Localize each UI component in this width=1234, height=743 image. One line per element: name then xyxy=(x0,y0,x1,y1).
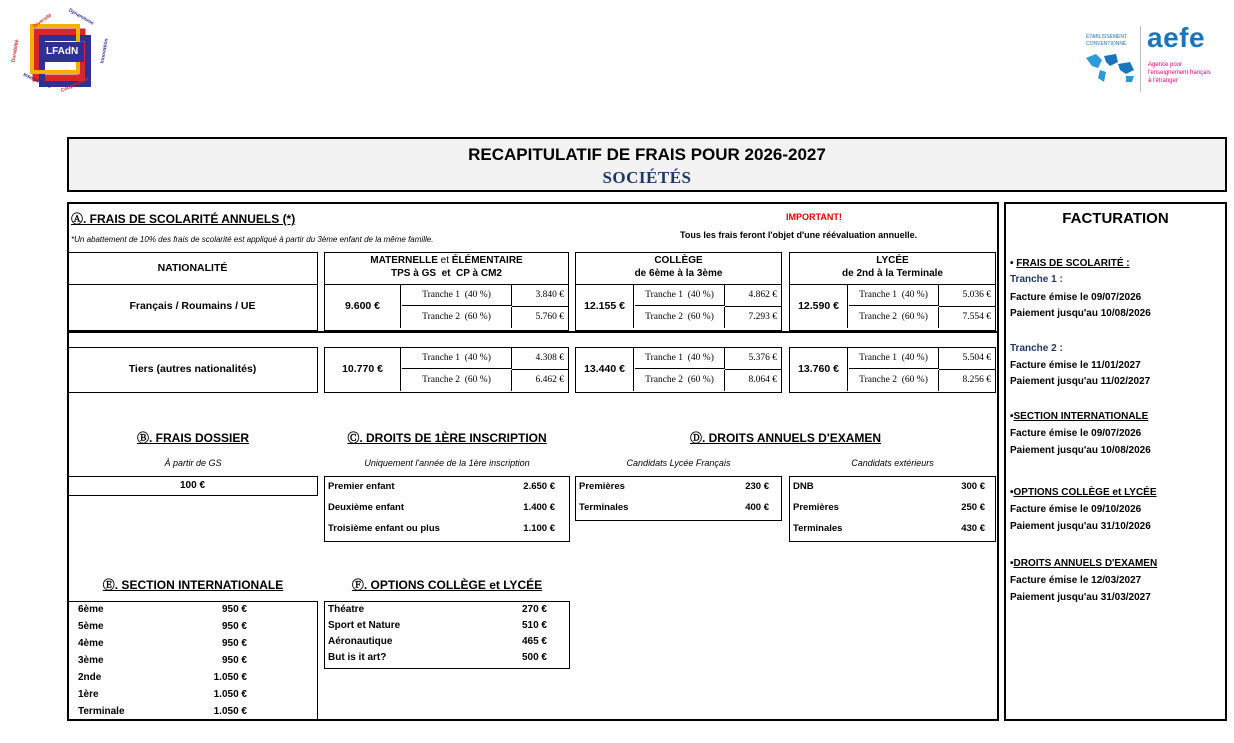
section-f-rows xyxy=(325,602,569,668)
section-e-rows xyxy=(68,602,317,723)
facturation-exam-paiement: Paiement jusqu'au 31/03/2027 xyxy=(1010,592,1151,603)
fee-tranche1-label: Tranche 1 (40 %) xyxy=(402,285,512,306)
facturation-t1-paiement: Paiement jusqu'au 10/08/2026 xyxy=(1010,308,1151,319)
section-e-label: 1ère xyxy=(78,689,99,700)
aefe-tagline-2: l'enseignement français xyxy=(1148,70,1211,76)
aefe-wordmark: aefe xyxy=(1147,22,1206,53)
fee-tranche2-label: Tranche 2 (60 %) xyxy=(849,307,939,328)
section-e-title: Ⓔ. SECTION INTERNATIONALE xyxy=(102,578,284,592)
section-c-subtitle: Uniquement l'année de la 1ère inscription xyxy=(364,458,530,468)
facturation-t1-facture: Facture émise le 09/07/2026 xyxy=(1010,292,1142,303)
page-subtitle: SOCIÉTÉS xyxy=(602,168,692,187)
section-e-row xyxy=(68,621,317,638)
section-e-label: 4ème xyxy=(78,638,104,649)
section-e-label: 3ème xyxy=(78,655,104,666)
fee-total: 10.770 € xyxy=(325,348,401,391)
section-c-title: Ⓒ. DROITS DE 1ÈRE INSCRIPTION xyxy=(347,431,547,445)
facturation-si-facture: Facture émise le 09/07/2026 xyxy=(1010,428,1142,439)
section-e-row xyxy=(68,655,317,672)
section-a-note: *Un abattement de 10% des frais de scolarité est appliqué à partir du 3ème enfant de la même famille. xyxy=(71,235,434,244)
lfadn-word-dynamisme: Dynamisme xyxy=(67,7,95,27)
facturation-opt-facture: Facture émise le 09/10/2026 xyxy=(1010,504,1142,515)
aefe-logo xyxy=(1080,20,1230,100)
aefe-divider xyxy=(1140,26,1141,92)
fee-total: 9.600 € xyxy=(325,285,401,328)
facturation-exam: •DROITS ANNUELS D'EXAMEN xyxy=(1010,558,1158,569)
section-c-value-3: 1.100 € xyxy=(523,523,555,534)
fee-tranche1-value: 3.840 € xyxy=(535,290,564,300)
section-d-ext-label-2: Premières xyxy=(793,502,839,513)
fee-total: 12.155 € xyxy=(576,285,634,328)
section-f-table xyxy=(324,601,570,669)
important-note: Tous les frais feront l'objet d'une réévaluation annuelle. xyxy=(680,230,918,240)
fee-tranche2-label: Tranche 2 (60 %) xyxy=(635,307,725,328)
fee-tranche1-label: Tranche 1 (40 %) xyxy=(635,348,725,369)
section-b-value-cell xyxy=(68,476,318,496)
fee-group-r2-c1 xyxy=(324,347,569,393)
section-a-title: Ⓐ. FRAIS DE SCOLARITÉ ANNUELS (*) xyxy=(71,212,296,226)
lfadn-word-diversite: Diversité xyxy=(32,12,53,30)
facturation-opt-paiement: Paiement jusqu'au 31/10/2026 xyxy=(1010,521,1151,532)
section-e-label: 6ème xyxy=(78,604,104,615)
section-e-row xyxy=(68,604,317,621)
section-e-value: 1.050 € xyxy=(213,672,247,683)
section-e-value: 1.050 € xyxy=(213,689,247,700)
facturation-t1-title: Tranche 1 : xyxy=(1010,274,1063,285)
section-c-table xyxy=(324,476,570,542)
section-d-lycee-table xyxy=(575,476,782,521)
facturation-si: •SECTION INTERNATIONALE xyxy=(1010,411,1149,422)
nationality-header: NATIONALITÉ xyxy=(157,262,228,274)
section-e-label: Terminale xyxy=(78,706,125,717)
section-d-ext-value-1: 300 € xyxy=(961,481,985,492)
section-f-row xyxy=(325,604,569,620)
fee-group-r2-c2 xyxy=(575,347,782,393)
fee-tranche2-value: 7.293 € xyxy=(748,312,777,322)
row-label-tiers: Tiers (autres nationalités) xyxy=(128,363,257,375)
fee-tranche2-label: Tranche 2 (60 %) xyxy=(635,370,725,391)
facturation-scol-title: FRAIS DE SCOLARITÉ : xyxy=(1016,258,1130,269)
aefe-tagline-1: Agence pour xyxy=(1148,62,1183,68)
section-e-row xyxy=(68,638,317,655)
section-b-title: Ⓑ. FRAIS DOSSIER xyxy=(136,431,249,445)
fee-tranche1-value: 5.036 € xyxy=(962,290,991,300)
section-e-value: 950 € xyxy=(221,655,247,666)
level-header-maternelle xyxy=(324,252,569,285)
fee-tranche2-value: 7.554 € xyxy=(962,312,991,322)
row-separator xyxy=(68,331,998,333)
section-c-row-1 xyxy=(325,477,569,498)
section-f-row xyxy=(325,636,569,652)
fee-tranche1-label: Tranche 1 (40 %) xyxy=(849,348,939,369)
facturation-box xyxy=(1004,202,1227,721)
section-f-value: 500 € xyxy=(521,652,547,663)
section-e-value: 1.050 € xyxy=(213,706,247,717)
facturation-t2-paiement: Paiement jusqu'au 11/02/2027 xyxy=(1010,376,1151,387)
level-header-maternelle-line1 xyxy=(325,255,568,266)
facturation-si-paiement: Paiement jusqu'au 10/08/2026 xyxy=(1010,445,1151,456)
facturation-exam-facture: Facture émise le 12/03/2027 xyxy=(1010,575,1142,586)
lfadn-word-innovation: Innovation xyxy=(99,38,110,64)
fee-total: 12.590 € xyxy=(790,285,848,328)
section-d-lycee-subtitle: Candidats Lycée Français xyxy=(626,458,731,468)
world-map-icon xyxy=(1082,50,1138,86)
section-f-row xyxy=(325,620,569,636)
important-label: IMPORTANT! xyxy=(786,212,842,222)
section-e-row xyxy=(68,672,317,689)
section-f-title: Ⓕ. OPTIONS COLLÈGE et LYCÉE xyxy=(351,578,543,592)
section-e-label: 2nde xyxy=(78,672,102,683)
section-f-value: 465 € xyxy=(521,636,547,647)
level-maternelle-range: TPS à GS et CP à CM2 xyxy=(391,268,502,279)
level-college-title: COLLÈGE xyxy=(654,255,703,266)
fee-tranche1-value: 4.862 € xyxy=(748,290,777,300)
section-c-value-1: 2.650 € xyxy=(523,481,555,492)
section-f-row xyxy=(325,652,569,668)
level-maternelle-c: ÉLÉMENTAIRE xyxy=(451,255,523,266)
section-d-ext-label-1: DNB xyxy=(793,481,814,492)
facturation-title: FACTURATION xyxy=(1062,210,1169,227)
section-f-label: Théatre xyxy=(328,604,365,615)
fee-tranche1-label: Tranche 1 (40 %) xyxy=(402,348,512,369)
section-e-value: 950 € xyxy=(221,604,247,615)
section-d-lycee-row-2 xyxy=(576,498,781,519)
level-header-lycee xyxy=(789,252,996,285)
fee-tranche1-label: Tranche 1 (40 %) xyxy=(849,285,939,306)
lfadn-word-cooperation: Coopération xyxy=(60,76,90,94)
fee-tranche2-label: Tranche 2 (60 %) xyxy=(402,370,512,391)
section-f-value: 510 € xyxy=(521,620,547,631)
fee-group-r1-c3 xyxy=(789,285,996,331)
fee-total: 13.440 € xyxy=(576,348,634,391)
section-d-lycee-label-2: Terminales xyxy=(579,502,629,513)
section-c-label-1: Premier enfant xyxy=(328,481,395,492)
lfadn-logo-text: LFAdN xyxy=(46,46,79,57)
section-e-row xyxy=(68,706,317,723)
section-f-label: Sport et Nature xyxy=(328,620,401,631)
fee-tranche2-value: 6.462 € xyxy=(535,375,564,385)
facturation-opt-title: OPTIONS COLLÈGE et LYCÉE xyxy=(1013,487,1157,498)
level-lycee-title: LYCÉE xyxy=(876,255,909,266)
level-college-range: de 6ème à la 3ème xyxy=(634,268,723,279)
section-c-row-3 xyxy=(325,519,569,540)
level-maternelle-b: et xyxy=(440,255,449,266)
section-d-ext-row-3 xyxy=(790,519,995,540)
section-e-label: 5ème xyxy=(78,621,104,632)
fee-group-r1-c1 xyxy=(324,285,569,331)
aefe-conventionne-line2: CONVENTIONNÉ xyxy=(1086,41,1127,47)
section-d-lycee-value-1: 230 € xyxy=(745,481,769,492)
lfadn-word-durabilite: Durabilité xyxy=(10,39,21,63)
level-lycee-range: de 2nd à la Terminale xyxy=(842,268,943,279)
section-b-value: 100 € xyxy=(179,480,206,491)
section-d-title: Ⓓ. DROITS ANNUELS D'EXAMEN xyxy=(689,431,882,445)
section-d-ext-subtitle: Candidats extérieurs xyxy=(851,458,934,468)
section-c-value-2: 1.400 € xyxy=(523,502,555,513)
section-e-row xyxy=(68,689,317,706)
section-d-lycee-value-2: 400 € xyxy=(745,502,769,513)
fee-tranche2-value: 5.760 € xyxy=(535,312,564,322)
section-d-ext-row-2 xyxy=(790,498,995,519)
facturation-exam-title: DROITS ANNUELS D'EXAMEN xyxy=(1013,558,1158,569)
section-e-value: 950 € xyxy=(221,621,247,632)
section-d-lycee-label-1: Premières xyxy=(579,481,625,492)
fee-tranche1-value: 5.376 € xyxy=(748,353,777,363)
section-b-subtitle: À partir de GS xyxy=(164,458,222,468)
aefe-conventionne-line1: ÉTABLISSEMENT xyxy=(1086,34,1128,40)
facturation-si-title: SECTION INTERNATIONALE xyxy=(1013,411,1149,422)
section-c-label-3: Troisième enfant ou plus xyxy=(328,523,440,534)
aefe-tagline-3: à l'étranger xyxy=(1148,78,1178,84)
section-d-lycee-row-1 xyxy=(576,477,781,498)
fee-tranche2-value: 8.256 € xyxy=(962,375,991,385)
level-header-college xyxy=(575,252,782,285)
section-d-ext-table xyxy=(789,476,996,542)
fee-tranche1-label: Tranche 1 (40 %) xyxy=(635,285,725,306)
header-box xyxy=(67,137,1227,192)
fee-total: 13.760 € xyxy=(790,348,848,391)
section-e-table xyxy=(68,601,318,721)
fee-tranche1-value: 5.504 € xyxy=(962,353,991,363)
section-c-row-2 xyxy=(325,498,569,519)
fee-tranche2-label: Tranche 2 (60 %) xyxy=(402,307,512,328)
fee-tranche2-label: Tranche 2 (60 %) xyxy=(849,370,939,391)
section-f-label: Aéronautique xyxy=(328,636,393,647)
section-d-ext-value-2: 250 € xyxy=(961,502,985,513)
section-e-value: 950 € xyxy=(221,638,247,649)
section-d-ext-value-3: 430 € xyxy=(961,523,985,534)
section-f-label: But is it art? xyxy=(328,652,387,663)
row-label-cell-2 xyxy=(68,347,318,393)
fee-tranche2-value: 8.064 € xyxy=(748,375,777,385)
facturation-scol: • FRAIS DE SCOLARITÉ : xyxy=(1010,258,1130,269)
fee-tranche1-value: 4.308 € xyxy=(535,353,564,363)
facturation-opt: •OPTIONS COLLÈGE et LYCÉE xyxy=(1010,487,1157,498)
facturation-t2-facture: Facture émise le 11/01/2027 xyxy=(1010,360,1141,371)
lfadn-word-international: International xyxy=(22,71,52,91)
level-maternelle-a: MATERNELLE xyxy=(370,255,438,266)
row-label-cell-1 xyxy=(68,285,318,331)
section-c-label-2: Deuxième enfant xyxy=(328,502,405,513)
facturation-t2-title: Tranche 2 : xyxy=(1010,343,1063,354)
page-title: RECAPITULATIF DE FRAIS POUR 2026-2027 xyxy=(468,145,826,164)
section-f-value: 270 € xyxy=(521,604,547,615)
section-d-ext-label-3: Terminales xyxy=(793,523,843,534)
section-d-ext-row-1 xyxy=(790,477,995,498)
lfadn-logo xyxy=(12,8,112,96)
row-label-francais: Français / Roumains / UE xyxy=(129,300,256,312)
fee-group-r1-c2 xyxy=(575,285,782,331)
nationality-header-cell xyxy=(68,252,318,285)
fee-group-r2-c3 xyxy=(789,347,996,393)
